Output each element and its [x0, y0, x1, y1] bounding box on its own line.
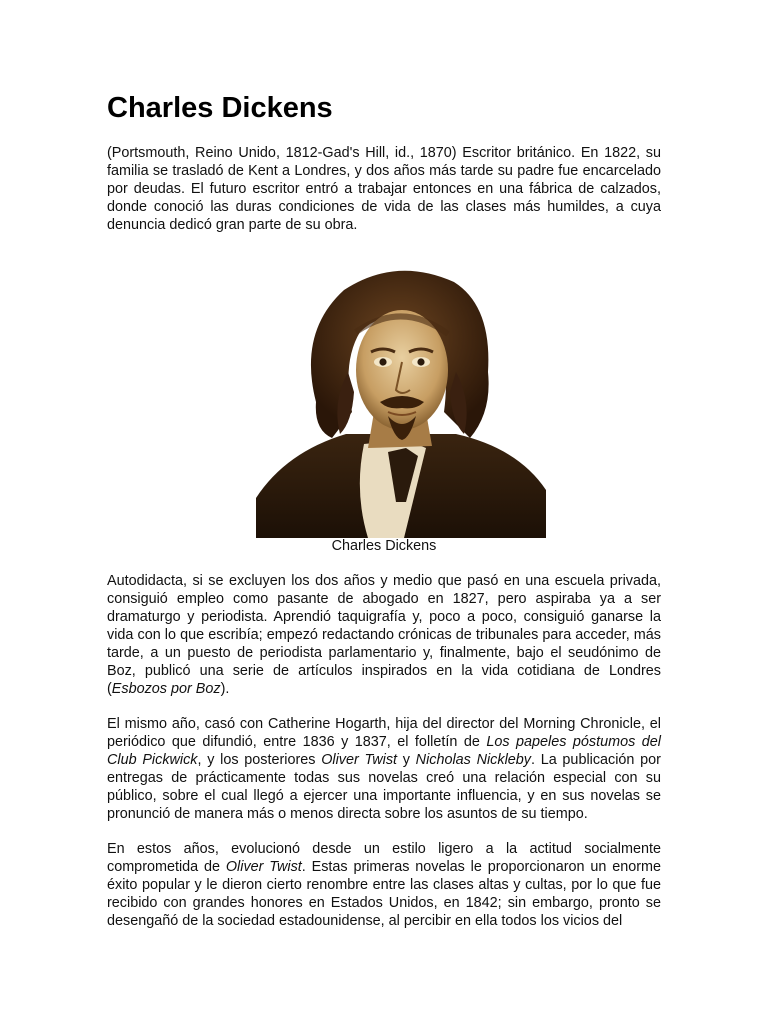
paragraph-4: [107, 840, 661, 930]
paragraph-2-end: ).: [220, 681, 230, 697]
paragraph-3-text-4: . La publicación por entregas de prácticamente todas sus novelas creó una relación especial con su público, sobre el cual llegó a ejercer una importante influencia, y en sus novelas se pronunció de manera más o menos directa sobre los asuntos de su tiempo.: [107, 752, 661, 822]
book-title-oliver-twist: Oliver Twist: [321, 752, 398, 768]
paragraph-4-text-1: En estos años, evolucionó desde un estilo ligero a la actitud socialmente comprometida de: [107, 841, 661, 875]
book-title-pickwick: Los papeles póstumos del Club Pickwick: [107, 734, 661, 768]
book-title-oliver-twist-2: Oliver Twist: [225, 859, 302, 875]
paragraph-3-text-2: , y los posteriores: [197, 752, 322, 768]
book-title-esbozos: Esbozos por Boz: [111, 681, 221, 697]
portrait-illustration: [256, 262, 546, 538]
document-body: [107, 88, 661, 234]
paragraph-3: [107, 715, 661, 823]
page-title: Charles Dickens: [107, 92, 333, 124]
paragraph-3-text-1: El mismo año, casó con Catherine Hogarth, hija del director del Morning Chronicle, el periódico que difundió, entre 1836 y 1837, el folletín de: [107, 716, 661, 750]
book-title-nickleby: Nicholas Nickleby: [415, 752, 531, 768]
paragraph-4-text-2: . Estas primeras novelas le proporcionaron un enorme éxito popular y le dieron cierto renombre entre las clases altas y cultas, por lo que fue recibido con grandes honores en Estados Unidos, en 1842; sin embargo, pronto se desengañó de la sociedad estadounidense, al percibir en ella todos los vicios del: [107, 859, 661, 929]
paragraph-3-text-3: y: [397, 752, 416, 768]
paragraph-2-text: Autodidacta, si se excluyen los dos años y medio que pasó en una escuela privada, consiguió empleo como pasante de abogado en 1827, pero aspiraba ya a ser dramaturgo y periodista. Aprendió taquigrafía y, poco a poco, consiguió ganarse la vida con lo que escribía; empezó redactando crónicas de tribunales para acceder, más tarde, a un puesto de periodista parlamentario y, finalmente, bajo el seudónimo de Boz, publicó una serie de artículos inspirados en la vida cotidiana de Londres (: [107, 573, 661, 697]
figure-caption: Charles Dickens: [331, 538, 437, 554]
portrait-image: [256, 262, 546, 538]
paragraph-2: [107, 572, 661, 698]
intro-paragraph: (Portsmouth, Reino Unido, 1812-Gad's Hill, id., 1870) Escritor británico. En 1822, su familia se trasladó de Kent a Londres, y dos años más tarde su padre fue encarcelado por deudas. El futuro escritor entró a trabajar entonces en una fábrica de calzados, donde conoció las duras condiciones de vida de las clases más humildes, a cuya denuncia dedicó gran parte de su obra.: [107, 145, 661, 233]
